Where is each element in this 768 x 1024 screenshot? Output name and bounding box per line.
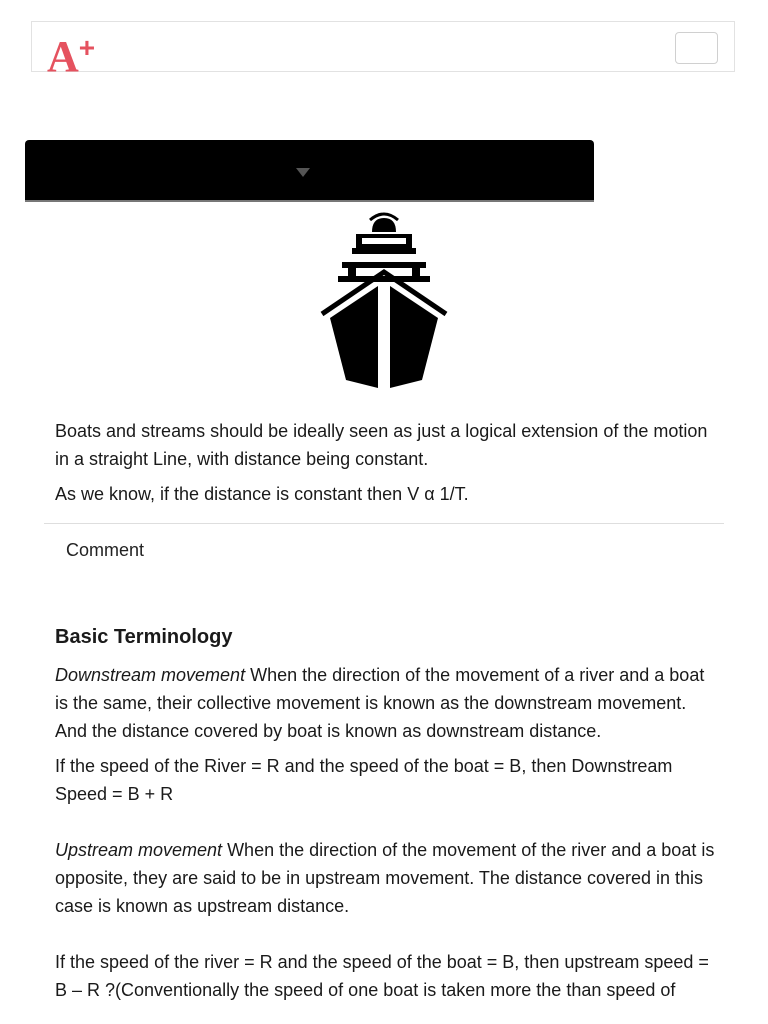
logo-plus: + [78,32,94,63]
site-logo[interactable] [47,24,93,81]
downstream-term: Downstream movement [55,665,246,685]
intro-paragraph-formula: As we know, if the distance is constant then V α 1/T. [55,484,469,504]
upstream-description: When the direction of the movement of the river and a boat is opposite, they are said to be in upstream movement. The distance covered in this case is known as upstream distance. [55,840,715,916]
downstream-speed-paragraph: If the speed of the River = R and the speed of the boat = B, then Downstream Speed = B + R [55,756,673,804]
hamburger-menu-icon[interactable] [675,32,718,64]
comment-link[interactable]: Comment [66,540,145,560]
divider [44,523,724,524]
intro-paragraph: Boats and streams should be ideally seen as just a logical extension of the motion in a straight Line, with distance being constant. [55,421,708,469]
site-header [31,21,735,81]
category-dropdown[interactable] [25,140,594,202]
downstream-paragraph [55,661,715,745]
downstream-description: When the direction of the movement of a river and a boat is the same, their collective movement is known as the downstream movement. And the distance covered by boat is known as downstream distance. [55,665,705,741]
upstream-term: Upstream movement [55,840,223,860]
upstream-paragraph [55,836,715,920]
caret-down-icon [296,168,310,177]
logo-letter: A [47,32,77,81]
ship-icon [318,210,450,394]
section-heading: Basic Terminology [55,626,233,648]
upstream-speed-paragraph: If the speed of the river = R and the speed of the boat = B, then upstream speed = B – R ?(Conventionally the speed of one boat is taken more the than speed of [55,952,709,1000]
